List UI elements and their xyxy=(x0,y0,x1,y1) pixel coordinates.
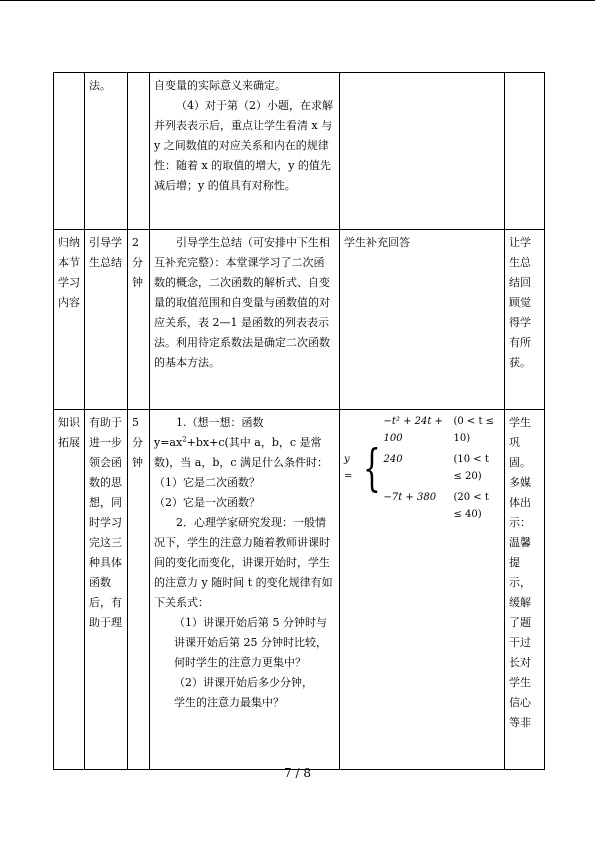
cell-intent: 引导学生总结 xyxy=(85,230,128,410)
question-2: 2．心理学家研究发现：一般情况下，学生的注意力随着教师讲课时间的变化而变化，讲课开始时，学生的注意力 y 随时间 t 的变化规律有如下关系式： xyxy=(154,516,333,609)
piecewise-formula xyxy=(344,413,500,523)
cell-phase: 知识拓展 xyxy=(54,410,85,770)
case-expr: −t² + 24t + 100 xyxy=(383,416,443,444)
cell-teacher-activity xyxy=(150,410,340,770)
cell-phase xyxy=(54,73,85,230)
page-top-rule xyxy=(0,0,595,1)
question-1-part-a: （1）它是二次函数？ xyxy=(154,476,260,489)
question-2-part-a: （1）讲课开始后第 5 分钟时与讲课开始后第 25 分钟时比较， xyxy=(174,616,327,649)
question-2-part-a-cont: 何时学生的注意力更集中？ xyxy=(174,656,306,669)
cell-notes: 学生巩固。多媒体出示：温馨提示，缓解了题干过长对学生信心等非 xyxy=(505,410,545,770)
left-brace-icon: { xyxy=(362,439,381,497)
question-2-part-b: （2）讲课开始后多少分钟， xyxy=(174,676,313,689)
cell-teacher-activity xyxy=(150,230,340,410)
case-cond: (10 < t ≤ 20) xyxy=(453,454,489,482)
question-2-part-b-cont: 学生的注意力最集中？ xyxy=(174,696,284,709)
cell-intent: 法。 xyxy=(85,73,128,230)
question-1 xyxy=(154,413,335,473)
case-cond: (0 < t ≤ 10) xyxy=(453,416,495,444)
text-fragment: +bx+c(其中 a，b，c 是常数)，当 a，b，c 满足什么条件时： xyxy=(154,436,329,469)
lesson-plan-table xyxy=(53,72,545,770)
case-expr: 240 xyxy=(383,454,403,465)
formula-lhs: y = xyxy=(344,454,353,482)
cell-student-activity: 学生补充回答 xyxy=(340,230,505,410)
text-line: 自变量的实际意义来确定。 xyxy=(154,79,286,92)
table-row-extension xyxy=(54,410,545,770)
cell-intent: 有助于进一步领会函数的思想，同时学习完这三种具体函数后，有助于理 xyxy=(85,410,128,770)
cell-student-activity xyxy=(340,73,505,230)
text-fragment: 1.（想一想：函数 y=ax xyxy=(154,416,264,449)
exponent: 2 xyxy=(182,435,187,444)
page-number: 7 / 8 xyxy=(284,766,311,780)
cell-teacher-activity xyxy=(150,73,340,230)
table-row-continuation xyxy=(54,73,545,230)
case-expr: −7t + 380 xyxy=(383,492,437,503)
cell-time: 2分钟 xyxy=(128,230,150,410)
question-1-part-b: （2）它是一次函数？ xyxy=(154,496,260,509)
cell-time xyxy=(128,73,150,230)
table-row-summary xyxy=(54,230,545,410)
case-cond: (20 < t ≤ 40) xyxy=(453,492,489,520)
cell-phase: 归纳本节学习内容 xyxy=(54,230,85,410)
cell-notes: 让学生总结回顾觉得学有所获。 xyxy=(505,230,545,410)
cell-time: 5分钟 xyxy=(128,410,150,770)
cell-student-activity xyxy=(340,410,505,770)
text-paragraph: 引导学生总结（可安排中下生相互补充完整）：本堂课学习了二次函数的概念，二次函数的解析式、自变量的取值范围和自变量与函数值的对应关系，表 2—1 是函数的列表表示法。利用待定系数法是确定二次函数的基本方法。 xyxy=(154,236,330,369)
text-paragraph: （4）对于第（2）小题，在求解并列表表示后，重点让学生看清 x 与 y 之间数值的对应关系和内在的规律性：随着 x 的取值的增大，y 的值先减后增；y 的值具有对称性。 xyxy=(154,99,333,192)
formula-cases xyxy=(383,413,500,523)
cell-notes xyxy=(505,73,545,230)
